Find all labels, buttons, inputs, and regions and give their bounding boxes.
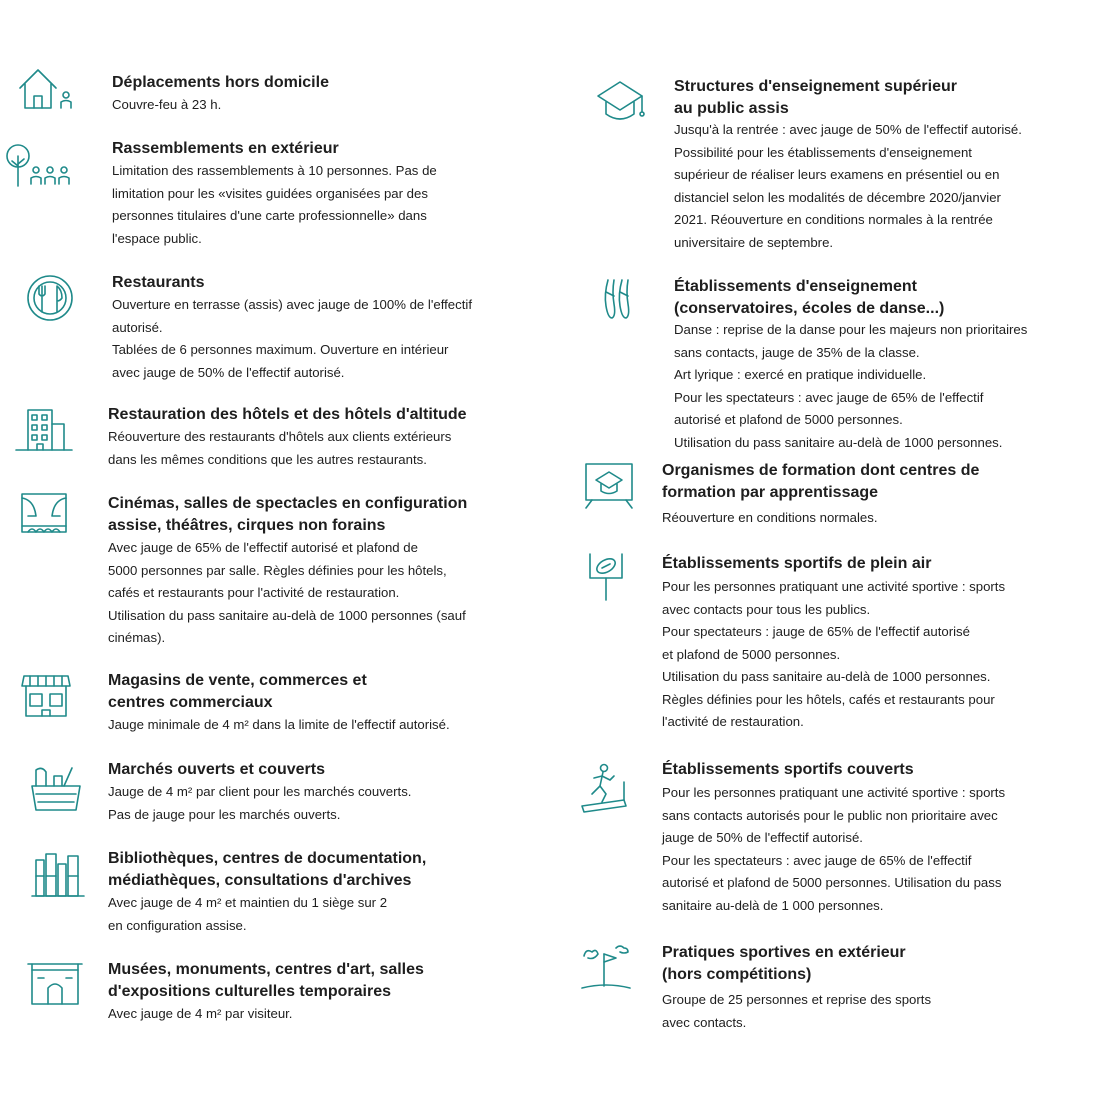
item-title: Rassemblements en extérieur	[112, 140, 339, 157]
museum-arch-icon	[24, 954, 88, 1010]
item-text: cafés et restaurants pour l'activité de restauration.	[108, 585, 400, 600]
item-title: Pratiques sportives en extérieur	[662, 944, 906, 961]
item-text: Danse : reprise de la danse pour les majeurs non prioritaires	[674, 322, 1028, 337]
item-title: Musées, monuments, centres d'art, salles	[108, 961, 424, 978]
item-title: Établissements sportifs de plein air	[662, 555, 932, 572]
item-text: personnes titulaires d'une carte professionnelle» dans	[112, 208, 427, 223]
golf-flag-icon	[576, 940, 640, 996]
item-text: Groupe de 25 personnes et reprise des sports	[662, 992, 932, 1007]
item-text: Pour les personnes pratiquant une activité sportive : sports	[662, 579, 1006, 594]
item-text: Couvre-feu à 23 h.	[112, 97, 222, 112]
item-title: médiathèques, consultations d'archives	[108, 872, 412, 889]
item-title: Cinémas, salles de spectacles en configuration	[108, 495, 468, 512]
theatre-stage-icon	[14, 486, 78, 542]
item-text: avec jauge de 50% de l'effectif autorisé.	[112, 364, 345, 380]
item-text: l'activité de restauration.	[662, 714, 804, 729]
item-text: Avec jauge de 65% de l'effectif autorisé et plafond de	[108, 540, 418, 555]
item-title: assise, théâtres, cirques non forains	[108, 517, 386, 534]
plate-cutlery-icon	[18, 270, 82, 326]
item-text: cinémas).	[108, 630, 166, 645]
library-books-icon	[26, 846, 90, 902]
item-title: centres commerciaux	[108, 694, 273, 711]
item-text: distanciel selon les modalités de décembre 2020/janvier	[674, 189, 1001, 205]
house-person-icon	[16, 62, 80, 118]
item-title: au public assis	[674, 100, 789, 117]
item-text: Pour les spectateurs : avec jauge de 65% de l'effectif	[662, 852, 972, 868]
item-title: Déplacements hors domicile	[112, 74, 329, 91]
item-title: (hors compétitions)	[662, 966, 812, 983]
hotel-building-icon	[12, 400, 76, 456]
item-text: et plafond de 5000 personnes.	[662, 646, 841, 662]
item-text: dans les mêmes conditions que les autres restaurants.	[108, 451, 427, 467]
item-text: l'espace public.	[112, 230, 202, 246]
item-text: Réouverture des restaurants d'hôtels aux clients extérieurs	[108, 429, 452, 444]
item-title: Restauration des hôtels et des hôtels d'altitude	[108, 406, 467, 423]
market-basket-icon	[26, 760, 90, 816]
item-text: Jusqu'à la rentrée : avec jauge de 50% de l'effectif autorisé.	[674, 122, 1022, 137]
item-text: 2021. Réouverture en conditions normales à la rentrée	[674, 212, 993, 227]
training-board-icon	[578, 458, 642, 514]
item-text: autorisé.	[112, 319, 163, 335]
item-text: autorisé et plafond de 5000 personnes.	[674, 412, 903, 427]
item-text: jauge de 50% de l'effectif autorisé.	[662, 830, 863, 845]
item-text: supérieur de réaliser leurs examens en présentiel ou en	[674, 167, 1000, 182]
item-text: Pas de jauge pour les marchés ouverts.	[108, 806, 341, 822]
item-title: Établissements d'enseignement	[674, 278, 917, 295]
item-title: Restaurants	[112, 274, 205, 291]
shop-storefront-icon	[14, 666, 78, 722]
item-title: Structures d'enseignement supérieur	[674, 78, 957, 95]
item-text: sans contacts, jauge de 35% de la classe.	[674, 344, 920, 360]
item-text: Limitation des rassemblements à 10 personnes. Pas de	[112, 163, 437, 178]
item-title: Établissements sportifs couverts	[662, 761, 914, 778]
item-text: Utilisation du pass sanitaire au-delà de 1000 personnes (sauf	[108, 607, 466, 623]
item-title: Organismes de formation dont centres de	[662, 462, 980, 479]
item-text: autorisé et plafond de 5000 personnes. Utilisation du pass	[662, 875, 1002, 890]
item-text: limitation pour les «visites guidées organisées par des	[112, 185, 428, 201]
item-text: Réouverture en conditions normales.	[662, 510, 878, 525]
item-text: Avec jauge de 4 m² et maintien du 1 siège sur 2	[108, 895, 388, 910]
item-text: Règles définies pour les hôtels, cafés et restaurants pour	[662, 691, 995, 707]
item-title: Marchés ouverts et couverts	[108, 761, 325, 778]
item-title: formation par apprentissage	[662, 484, 879, 501]
item-text: 5000 personnes par salle. Règles définies pour les hôtels,	[108, 562, 447, 578]
tree-group-icon	[4, 138, 68, 194]
graduation-cap-icon	[590, 74, 654, 130]
item-text: en configuration assise.	[108, 917, 247, 933]
item-title: d'expositions culturelles temporaires	[108, 983, 391, 1000]
item-text: avec contacts.	[662, 1014, 747, 1030]
item-text: avec contacts pour tous les publics.	[662, 601, 871, 617]
item-text: Pour les spectateurs : avec jauge de 65% de l'effectif	[674, 389, 984, 405]
item-text: Jauge de 4 m² par client pour les marchés couverts.	[108, 784, 412, 799]
item-text: sans contacts autorisés pour le public non prioritaire avec	[662, 807, 998, 823]
item-text: sanitaire au-delà de 1 000 personnes.	[662, 897, 884, 913]
item-text: Utilisation du pass sanitaire au-delà de 1000 personnes.	[662, 669, 991, 684]
item-text: Tablées de 6 personnes maximum. Ouverture en intérieur	[112, 342, 449, 357]
item-title: (conservatoires, écoles de danse...)	[674, 300, 945, 317]
item-text: Pour les personnes pratiquant une activité sportive : sports	[662, 785, 1006, 800]
item-title: Bibliothèques, centres de documentation,	[108, 850, 427, 867]
treadmill-runner-icon	[576, 760, 640, 816]
item-text: Ouverture en terrasse (assis) avec jauge de 100% de l'effectif	[112, 297, 472, 312]
item-title: Magasins de vente, commerces et	[108, 672, 367, 689]
item-text: universitaire de septembre.	[674, 234, 834, 250]
item-text: Possibilité pour les établissements d'enseignement	[674, 144, 972, 160]
item-text: Art lyrique : exercé en pratique individuelle.	[674, 367, 927, 382]
item-text: Pour spectateurs : jauge de 65% de l'effectif autorisé	[662, 624, 970, 639]
ballet-shoes-icon	[588, 272, 652, 328]
rugby-goal-icon	[578, 548, 642, 604]
item-text: Utilisation du pass sanitaire au-delà de 1000 personnes.	[674, 434, 1003, 450]
item-text: Jauge minimale de 4 m² dans la limite de l'effectif autorisé.	[108, 717, 450, 732]
item-text: Avec jauge de 4 m² par visiteur.	[108, 1006, 293, 1021]
